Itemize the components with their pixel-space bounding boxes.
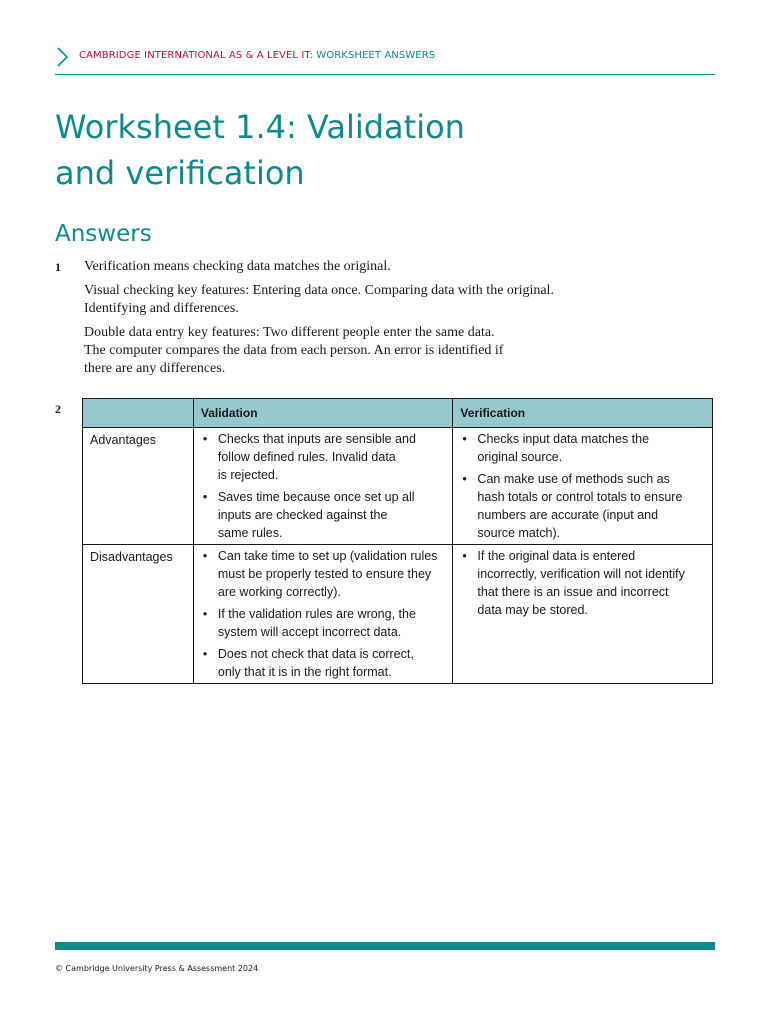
section-heading: Answers	[55, 221, 152, 247]
list-item-text	[218, 488, 447, 542]
validation-cell	[193, 428, 453, 545]
footer-bar	[55, 942, 715, 950]
list-item	[201, 488, 447, 542]
list-item-line: Saves time because once set up all	[217, 490, 415, 504]
bullet-icon: •	[202, 490, 208, 504]
list-item-line: inputs are checked against the	[217, 508, 388, 522]
bullet-icon: •	[202, 607, 208, 621]
question-number: 1	[55, 260, 61, 274]
list-item-text	[218, 605, 447, 641]
list-item-line: numbers are accurate (input and	[477, 508, 659, 522]
bullet-list	[460, 430, 706, 542]
answer-paragraph	[84, 258, 644, 276]
list-item	[201, 430, 447, 484]
list-item-line: hash totals or control totals to ensure	[477, 490, 683, 504]
list-item-line: original source.	[477, 450, 563, 464]
list-item-line: If the validation rules are wrong, the	[217, 607, 416, 621]
page-title-line-2: and verification	[55, 154, 305, 192]
list-item-line: If the original data is entered	[477, 549, 636, 563]
bullet-icon: •	[462, 549, 467, 563]
answer-paragraph	[84, 324, 644, 378]
list-item-line: same rules.	[217, 526, 283, 540]
list-item-line: data may be stored.	[477, 603, 588, 617]
list-item-line: system will accept incorrect data.	[217, 625, 402, 639]
list-item	[201, 605, 447, 641]
list-item-line: Can make use of methods such as	[477, 472, 670, 486]
bullet-icon: •	[202, 549, 208, 563]
list-item-line: only that it is in the right format.	[217, 665, 392, 679]
bullet-icon: •	[462, 472, 467, 486]
bullet-list	[201, 547, 447, 681]
header-series-label: CAMBRIDGE INTERNATIONAL AS & A LEVEL IT:	[79, 50, 313, 61]
validation-cell	[193, 545, 453, 684]
list-item-text	[218, 645, 447, 681]
list-item-text	[477, 430, 706, 466]
list-item-line: Checks input data matches the	[477, 432, 650, 446]
table-header-cell: Validation	[193, 399, 453, 428]
list-item-line: is rejected.	[217, 468, 279, 482]
question-1-answer	[84, 258, 644, 384]
list-item-line: incorrectly, verification will not identify	[477, 567, 685, 581]
list-item-text	[477, 547, 706, 619]
list-item-line: that there is an issue and incorrect	[477, 585, 669, 599]
answer-line: Verification means checking data matches the original.	[84, 259, 391, 274]
table-row	[83, 545, 713, 684]
bullet-list	[201, 430, 447, 542]
list-item-line: are working correctly).	[217, 585, 341, 599]
header-section-label: WORKSHEET ANSWERS	[316, 50, 436, 61]
table-header-cell: Verification	[453, 399, 713, 428]
list-item-line: Does not check that data is correct,	[217, 647, 414, 661]
copyright-notice: © Cambridge University Press & Assessment 2024	[55, 964, 259, 973]
bullet-icon: •	[202, 432, 208, 446]
list-item-text	[218, 547, 447, 601]
comparison-table	[82, 398, 713, 684]
verification-cell	[453, 428, 713, 545]
answer-line: Identifying and differences.	[84, 301, 239, 316]
list-item-text	[477, 470, 706, 542]
list-item-line: Can take time to set up (validation rules	[217, 549, 438, 563]
answer-line: Double data entry key features: Two different people enter the same data.	[84, 325, 495, 340]
page-title	[55, 104, 655, 196]
list-item-line: Checks that inputs are sensible and	[217, 432, 416, 446]
table-body	[83, 428, 713, 684]
verification-cell	[453, 545, 713, 684]
answer-line: there are any differences.	[84, 361, 226, 376]
bullet-icon: •	[462, 432, 467, 446]
row-label: Disadvantages	[83, 545, 194, 684]
table-header-row	[83, 399, 713, 428]
list-item-line: follow defined rules. Invalid data	[217, 450, 396, 464]
answer-paragraph	[84, 282, 644, 318]
list-item	[460, 547, 706, 619]
table-row	[83, 428, 713, 545]
list-item-line: must be properly tested to ensure they	[217, 567, 432, 581]
list-item	[201, 645, 447, 681]
list-item-text	[218, 430, 447, 484]
list-item	[201, 547, 447, 601]
bullet-icon: •	[202, 647, 208, 661]
answer-line: Visual checking key features: Entering data once. Comparing data with the original.	[84, 283, 554, 298]
list-item	[460, 430, 706, 466]
table-header-cell	[83, 399, 194, 428]
header-text	[79, 50, 435, 61]
list-item	[460, 470, 706, 542]
running-header	[55, 44, 715, 75]
list-item-line: source match).	[477, 526, 561, 540]
answer-line: The computer compares the data from each person. An error is identified if	[84, 343, 504, 358]
question-number: 2	[55, 402, 61, 416]
chevron-right-icon	[55, 47, 69, 67]
page-title-line-1: Worksheet 1.4: Validation	[55, 108, 465, 146]
bullet-list	[460, 547, 706, 619]
row-label: Advantages	[83, 428, 194, 545]
